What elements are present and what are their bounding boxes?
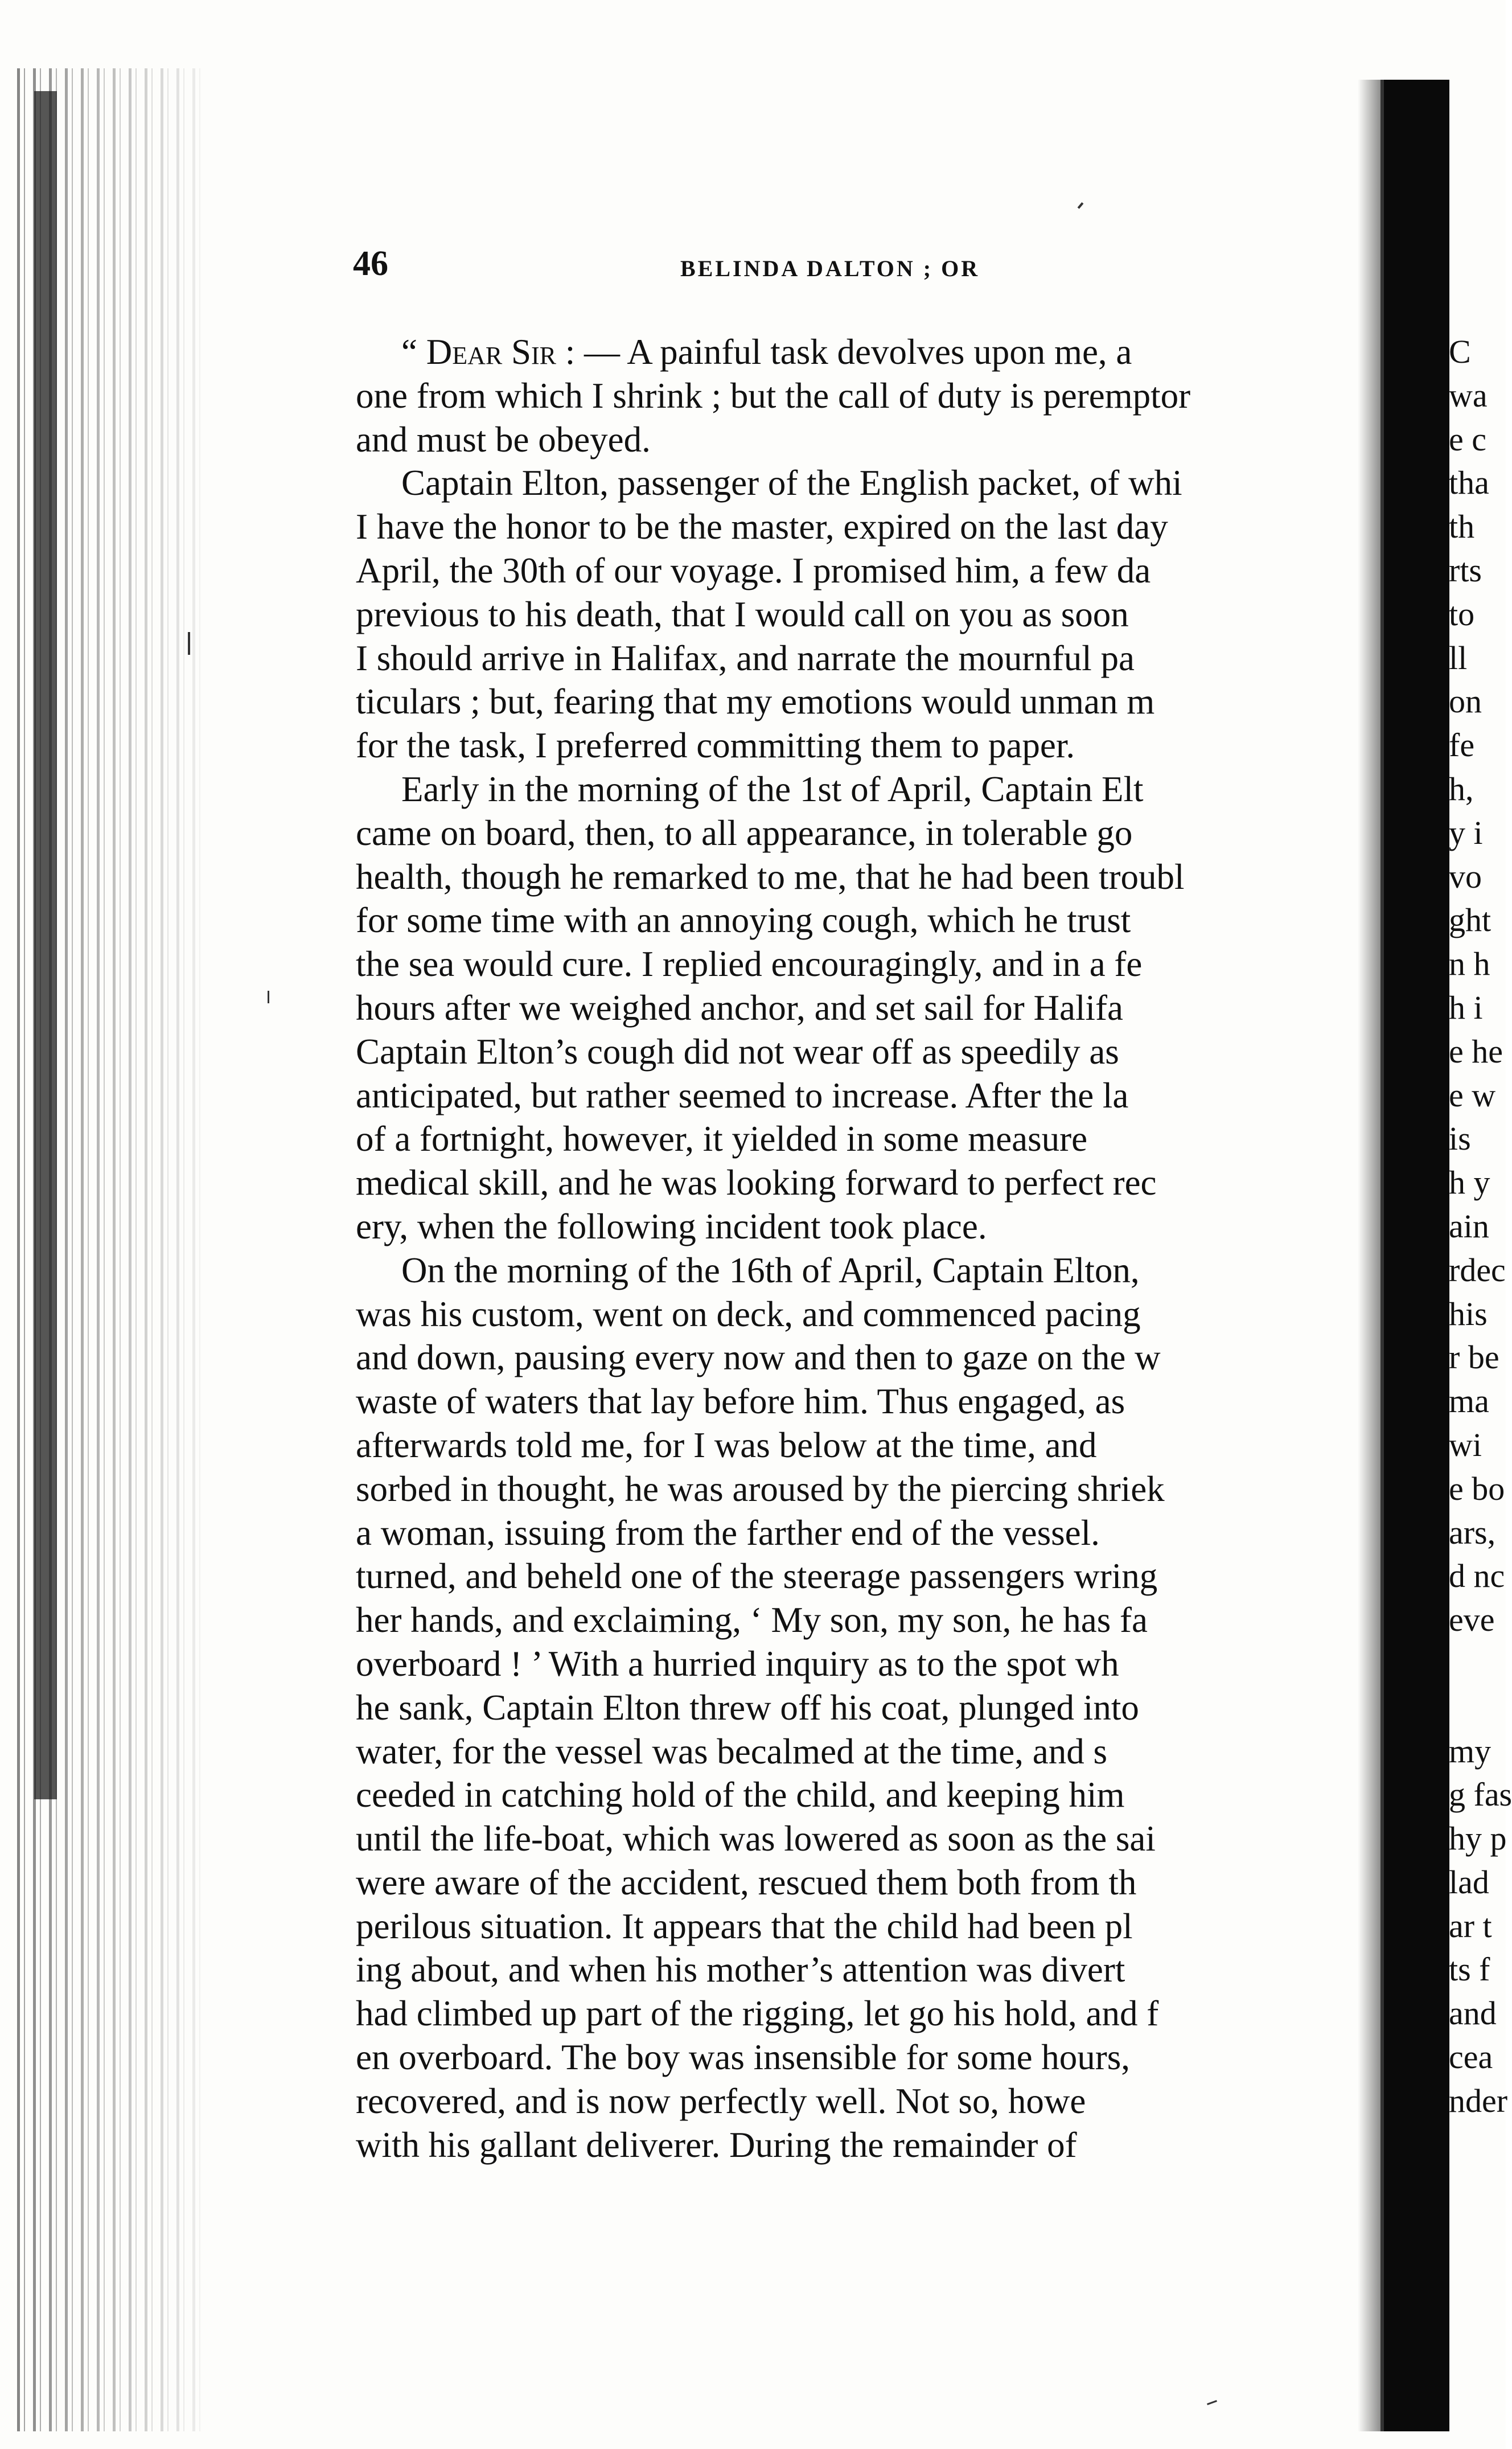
- text-line: ceeded in catching hold of the child, and keeping him: [356, 1775, 1125, 1815]
- text-line: afterwards told me, for I was below at the time, and: [356, 1425, 1097, 1465]
- facing-page-fragment: to: [1449, 595, 1475, 633]
- text-line: of a fortnight, however, it yielded in some measure: [356, 1119, 1088, 1159]
- text-line: and down, pausing every now and then to gaze on the w: [356, 1338, 1161, 1378]
- salutation: Dear Sir: [426, 332, 557, 372]
- text-line: were aware of the accident, rescued them both from th: [356, 1862, 1137, 1902]
- text-line: en overboard. The boy was insensible for some hours,: [356, 2037, 1131, 2078]
- facing-page-fragment: g fas: [1449, 1776, 1512, 1814]
- text-line: had climbed up part of the rigging, let go his hold, and f: [356, 1993, 1159, 2034]
- page-header: [353, 244, 1389, 289]
- text-line: for some time with an annoying cough, which he trust: [356, 900, 1131, 941]
- facing-page-fragment: eve: [1449, 1601, 1495, 1639]
- facing-page-fragment: n h: [1449, 945, 1490, 983]
- facing-page-fragment: fe: [1449, 727, 1475, 764]
- facing-page-fragment: rts: [1449, 551, 1482, 589]
- facing-page-fragment: ain: [1449, 1207, 1489, 1245]
- text-line: recovered, and is now perfectly well. Not so, howe: [356, 2081, 1086, 2121]
- facing-page-fragment: rdec: [1449, 1251, 1506, 1289]
- facing-page-fragment: e c: [1449, 420, 1486, 458]
- facing-page-fragment: wa: [1449, 376, 1488, 414]
- text-line: I should arrive in Halifax, and narrate the mournful pa: [356, 638, 1135, 678]
- facing-page-fragment: ma: [1449, 1383, 1489, 1420]
- facing-page-fragment: vo: [1449, 858, 1482, 895]
- text-line: ticulars ; but, fearing that my emotions would unman m: [356, 682, 1155, 722]
- margin-mark: [188, 632, 190, 655]
- text-line: health, though he remarked to me, that he had been troubl: [356, 856, 1185, 897]
- text-line: perilous situation. It appears that the child had been pl: [356, 1906, 1133, 1946]
- text-line: ery, when the following incident took place.: [356, 1206, 987, 1246]
- text-line: was his custom, went on deck, and commenced pacing: [356, 1294, 1141, 1334]
- text-line: until the life-boat, which was lowered as soon as the sai: [356, 1819, 1156, 1859]
- text-line: hours after we weighed anchor, and set sail for Halifa: [356, 987, 1123, 1028]
- facing-page-fragment: ts f: [1449, 1951, 1490, 1988]
- text-line: he sank, Captain Elton threw off his coat, plunged into: [356, 1687, 1139, 1728]
- facing-page-fragment: r be: [1449, 1339, 1499, 1376]
- text-line: and must be obeyed.: [356, 419, 651, 460]
- text-line: overboard ! ’ With a hurried inquiry as to the spot wh: [356, 1643, 1119, 1684]
- facing-page-fragment: C: [1449, 333, 1471, 370]
- text-line: came on board, then, to all appearance, in tolerable go: [356, 813, 1133, 853]
- facing-page-fragment: lad: [1449, 1863, 1489, 1901]
- facing-page-fragment: h i: [1449, 988, 1483, 1026]
- text-line: turned, and beheld one of the steerage passengers wring: [356, 1556, 1158, 1597]
- margin-mark: [1078, 202, 1084, 209]
- facing-page-fragment: th: [1449, 508, 1475, 545]
- right-binding-gutter: [1380, 80, 1449, 2431]
- facing-page-fragment: e bo: [1449, 1470, 1505, 1507]
- facing-page-fragment: ars,: [1449, 1513, 1496, 1551]
- facing-page-fragment: h,: [1449, 770, 1474, 807]
- facing-page-fragment: my: [1449, 1732, 1492, 1770]
- facing-page-fragment: wi: [1449, 1426, 1482, 1463]
- facing-page-fragment: tha: [1449, 464, 1489, 502]
- text-line: anticipated, but rather seemed to increase. After the la: [356, 1075, 1129, 1115]
- facing-page-fragment: is: [1449, 1120, 1471, 1158]
- text-line: On the morning of the 16th of April, Captain Elton,: [401, 1250, 1140, 1290]
- text-line: her hands, and exclaiming, ‘ My son, my son, he has fa: [356, 1600, 1148, 1640]
- text-line: ing about, and when his mother’s attention was divert: [356, 1950, 1125, 1990]
- text-line: Captain Elton’s cough did not wear off as speedily as: [356, 1031, 1119, 1072]
- margin-mark: [268, 991, 269, 1003]
- facing-page-fragment: and: [1449, 1995, 1497, 2032]
- text-line: Early in the morning of the 1st of April, Captain Elt: [401, 769, 1144, 809]
- text-line: a woman, issuing from the farther end of the vessel.: [356, 1512, 1100, 1553]
- facing-page-fragment: cea: [1449, 2038, 1493, 2076]
- text-line: Captain Elton, passenger of the English packet, of whi: [401, 463, 1182, 503]
- running-head: BELINDA DALTON ; OR: [680, 256, 980, 281]
- text-line: April, the 30th of our voyage. I promised him, a few da: [356, 550, 1151, 590]
- facing-page-fragment: [1449, 1642, 1506, 1686]
- facing-page-fragment: ar t: [1449, 1907, 1492, 1945]
- line-text: : — A painful task devolves upon me, a: [556, 332, 1132, 372]
- facing-page-fragment: d nc: [1449, 1557, 1505, 1595]
- facing-page-fragment: h y: [1449, 1164, 1490, 1201]
- opening-quote: “: [401, 332, 426, 372]
- facing-page-fragment: e he: [1449, 1032, 1503, 1070]
- text-line: for the task, I preferred committing them to paper.: [356, 725, 1075, 766]
- text-line: the sea would cure. I replied encouragingly, and in a fe: [356, 944, 1143, 984]
- text-line: one from which I shrink ; but the call of duty is peremptor: [356, 375, 1191, 416]
- facing-page-fragment: on: [1449, 683, 1482, 720]
- facing-page-fragment: his: [1449, 1295, 1488, 1332]
- facing-page-text: [1449, 330, 1512, 2123]
- left-binding-edge: [34, 91, 57, 1799]
- facing-page-fragment: nder: [1449, 2082, 1508, 2119]
- text-line: previous to his death, that I would call on you as soon: [356, 594, 1129, 634]
- text-line: sorbed in thought, he was aroused by the piercing shriek: [356, 1468, 1165, 1509]
- facing-page-fragment: ll: [1449, 639, 1468, 676]
- text-line: [356, 330, 1366, 374]
- page-number: 46: [353, 244, 388, 283]
- facing-page-fragment: e w: [1449, 1076, 1496, 1114]
- facing-page-fragment: ght: [1449, 901, 1492, 939]
- facing-page-fragment: y i: [1449, 814, 1483, 851]
- text-line: medical skill, and he was looking forward to perfect rec: [356, 1163, 1157, 1203]
- margin-mark: [1207, 2400, 1217, 2405]
- body-text: [356, 330, 1366, 2167]
- facing-page-fragment: hy p: [1449, 1820, 1507, 1857]
- text-line: I have the honor to be the master, expired on the last day: [356, 507, 1168, 547]
- facing-page-fragment: [1449, 1686, 1506, 1730]
- text-line: waste of waters that lay before him. Thus engaged, as: [356, 1381, 1125, 1422]
- text-line: water, for the vessel was becalmed at the time, and s: [356, 1731, 1107, 1771]
- text-line: with his gallant deliverer. During the remainder of: [356, 2124, 1077, 2165]
